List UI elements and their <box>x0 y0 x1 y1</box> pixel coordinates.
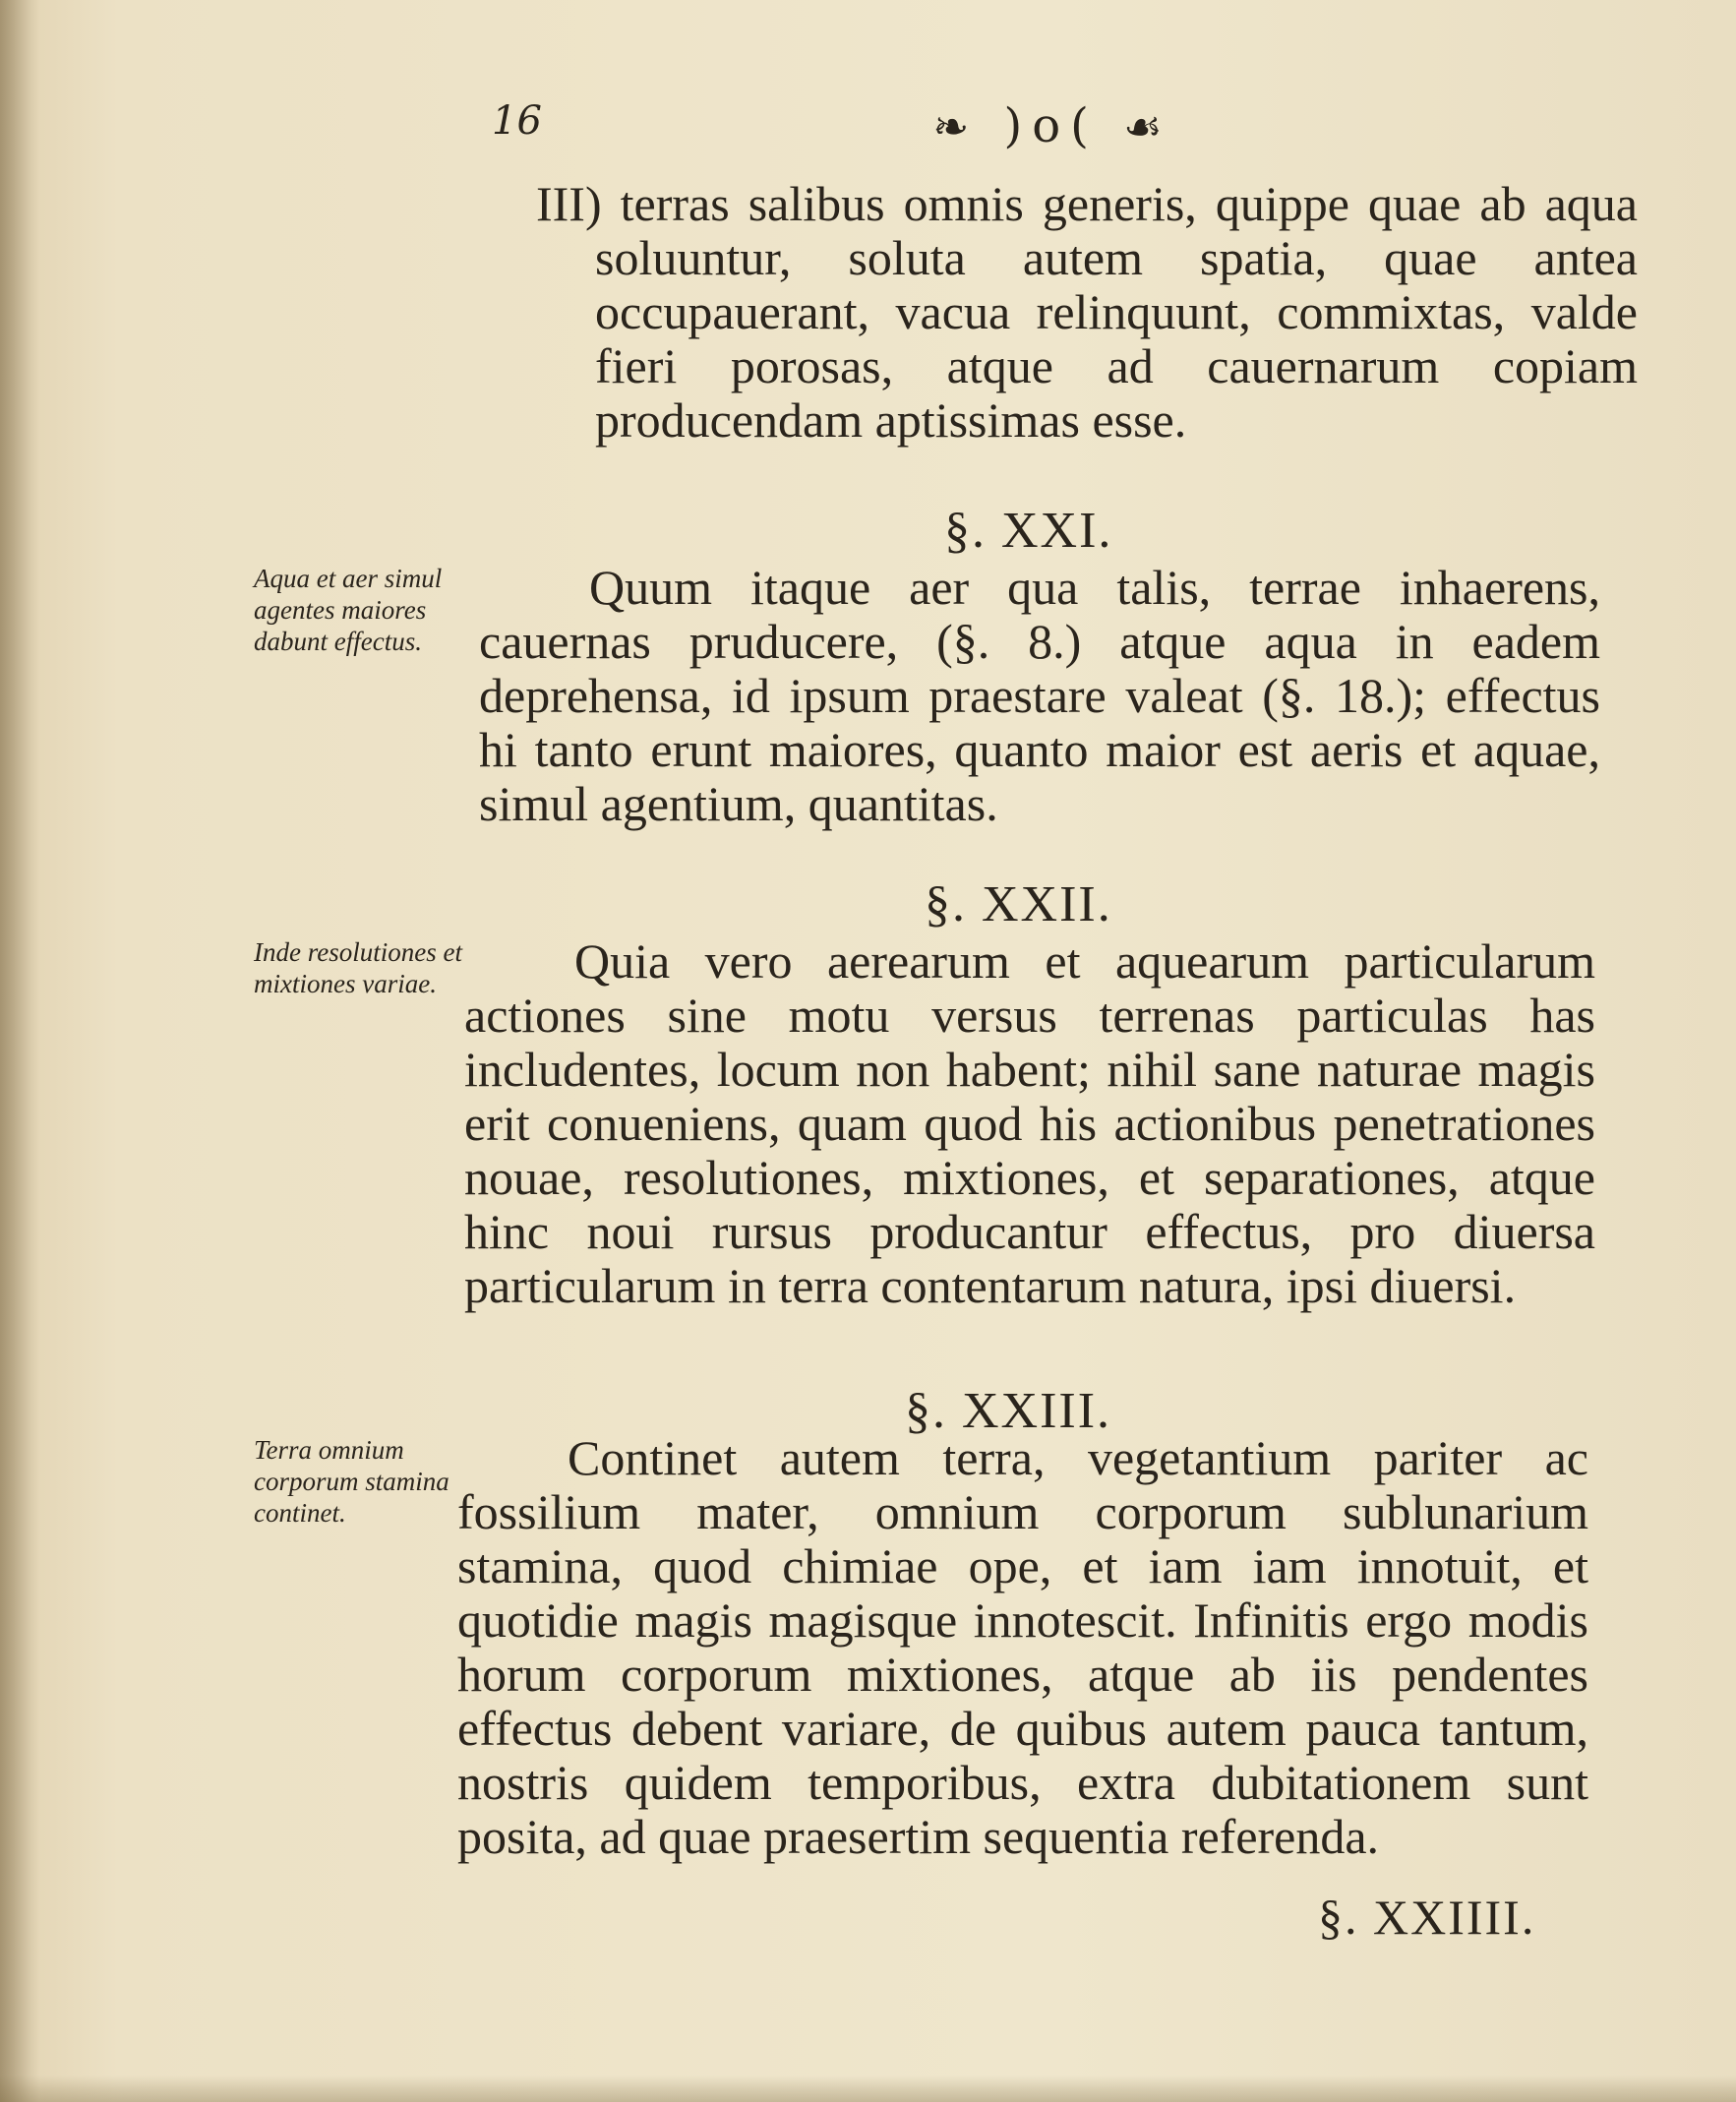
section-text-xxiii <box>457 1431 1588 1864</box>
section-heading-xxiii: §. XXIII. <box>905 1383 1112 1439</box>
header-ornament <box>846 98 1259 153</box>
ornament-center: )o( <box>1003 98 1099 153</box>
section-text-xxi <box>479 561 1600 831</box>
margin-note-xxii: Inde resolutiones et mixtiones variae. <box>254 937 462 998</box>
paragraph-text: Quum itaque aer qua talis, terrae inhaerens, cauernas pruducere, (§. 8.) atque aqua in eadem deprehensa, id ipsum praestare valeat (§. 18.); effectus hi tanto erunt maiores, quanto maior est aeris et aquae, simul agentium, quantitas. <box>479 560 1600 831</box>
catchword: §. XXIIII. <box>1318 1890 1536 1945</box>
paragraph-text: Continet autem terra, vegetantium pariter ac fossilium mater, omnium corporum sublunarium stamina, quod chimiae ope, et iam iam innotuit, et quotidie magis magisque innotescit. Infinitis ergo modis horum corporum mixtiones, atque ab iis pendentes effectus debent variare, de quibus autem pauca tantum, nostris quidem temporibus, extra dubitationem sunt posita, ad quae praesertim sequentia referenda. <box>457 1430 1588 1864</box>
fleuron-left-icon: ❧ <box>932 102 980 152</box>
margin-note-xxiii: Terra omnium corporum stamina continet. <box>254 1435 449 1528</box>
page-number: 16 <box>492 98 542 144</box>
section-heading-xxi: §. XXI. <box>944 503 1113 559</box>
paragraph-text: Quia vero aerearum et aquearum particularum actiones sine motu versus terrenas particulas has includentes, locum non habent; nihil sane naturae magis erit conueniens, quam quod his actionibus penetrationes nouae, resolutiones, mixtiones, et separationes, atque hinc noui rursus producantur effectus, pro diuersa particularum in terra contentarum natura, ipsi diuersi. <box>464 933 1595 1313</box>
margin-note-xxi: Aqua et aer simul agentes maiores dabunt effectus. <box>254 564 443 656</box>
page-header <box>0 98 1736 167</box>
fleuron-right-icon: ☙ <box>1123 102 1172 152</box>
section-heading-xxii: §. XXII. <box>925 876 1112 932</box>
page-edge-shadow <box>0 2075 1736 2102</box>
gutter-shadow <box>0 0 39 2102</box>
paragraph-item-iii <box>536 177 1638 448</box>
section-text-xxii <box>464 934 1595 1313</box>
paragraph-text: III) terras salibus omnis generis, quippe quae ab aqua soluuntur, soluta autem spatia, quae antea occupauerant, vacua relinquunt, commixtas, valde fieri porosas, atque ad cauernarum copiam producendam aptissimas esse. <box>536 176 1638 448</box>
